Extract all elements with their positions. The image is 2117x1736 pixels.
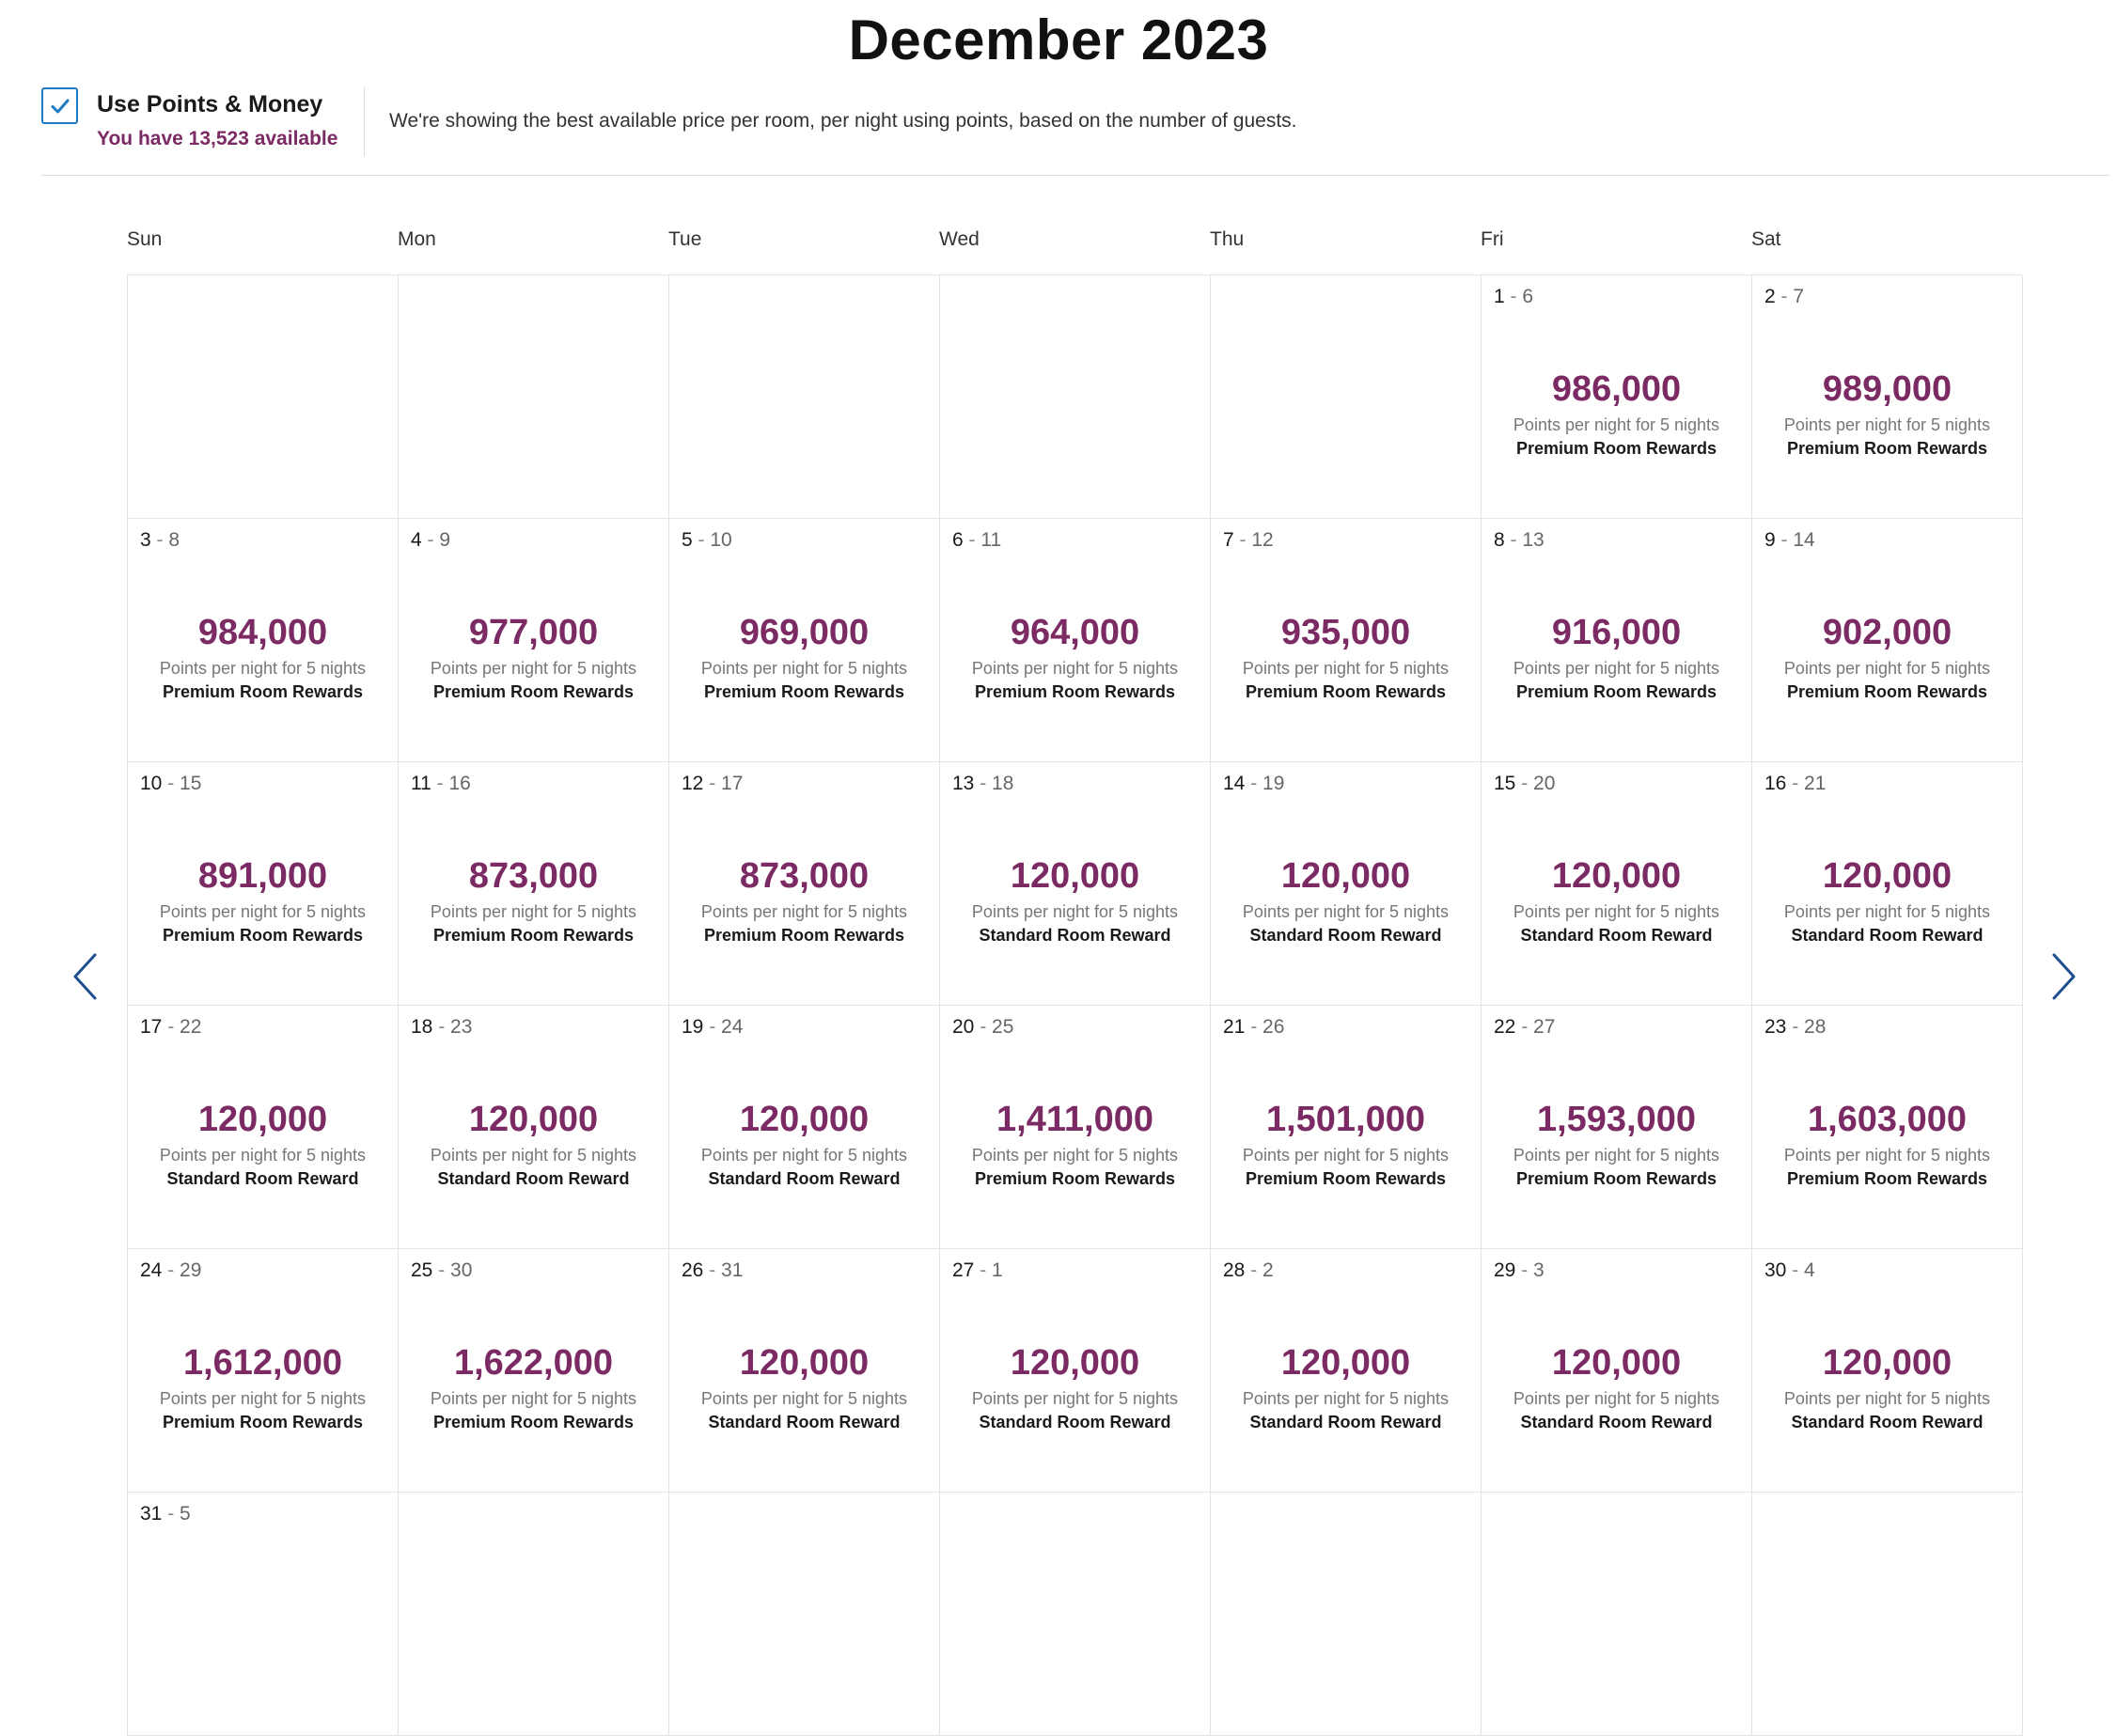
points-price: 935,000: [1280, 613, 1411, 652]
date-range: [952, 1016, 1013, 1039]
reward-type: Premium Room Rewards: [1786, 439, 1988, 458]
range-end-day: 30: [450, 1259, 473, 1281]
date-range: [411, 1259, 472, 1282]
points-caption: Points per night for 5 nights: [1513, 1146, 1720, 1165]
date-range: [140, 1503, 191, 1525]
points-caption: Points per night for 5 nights: [1242, 902, 1450, 921]
points-price: 1,593,000: [1536, 1100, 1697, 1139]
range-end-day: 7: [1793, 286, 1805, 307]
calendar-day-cell[interactable]: [1211, 1006, 1482, 1249]
date-range: [1494, 529, 1545, 552]
checkmark-icon: [48, 94, 72, 118]
range-end-day: 27: [1533, 1016, 1556, 1038]
points-caption: Points per night for 5 nights: [430, 1389, 637, 1408]
calendar-grid: [127, 274, 2022, 1736]
calendar-empty-cell: [1752, 1493, 2023, 1736]
reward-type: Premium Room Rewards: [432, 926, 635, 945]
range-start-day: 16: [1764, 773, 1787, 794]
chevron-right-icon: [2050, 952, 2078, 1001]
date-range: [411, 1016, 472, 1039]
range-end-day: 8: [168, 529, 180, 551]
calendar-day-cell[interactable]: [1752, 275, 2023, 519]
reward-type: Standard Room Reward: [979, 1413, 1171, 1431]
points-price: 120,000: [468, 1100, 599, 1139]
range-separator: -: [963, 529, 981, 551]
range-separator: -: [162, 1016, 180, 1038]
points-caption: Points per night for 5 nights: [1783, 902, 1991, 921]
date-range: [411, 773, 471, 795]
date-range: [952, 773, 1013, 795]
range-end-day: 14: [1793, 529, 1815, 551]
calendar-day-cell[interactable]: [128, 1249, 399, 1493]
points-price: 964,000: [1010, 613, 1140, 652]
range-separator: -: [1786, 1016, 1805, 1038]
calendar-empty-cell: [940, 1493, 1211, 1736]
reward-type: Premium Room Rewards: [432, 682, 635, 701]
reward-type: Premium Room Rewards: [1515, 1169, 1717, 1188]
date-range: [140, 529, 180, 552]
calendar-day-cell[interactable]: [1752, 762, 2023, 1006]
weekday-wed: Wed: [939, 228, 980, 250]
calendar-day-cell[interactable]: [399, 1249, 669, 1493]
reward-type: Premium Room Rewards: [1786, 682, 1988, 701]
range-end-day: 11: [980, 529, 1002, 551]
calendar-day-cell[interactable]: [399, 1006, 669, 1249]
points-price: 120,000: [1280, 856, 1411, 896]
range-end-day: 15: [180, 773, 202, 794]
range-start-day: 15: [1494, 773, 1516, 794]
range-end-day: 2: [1262, 1259, 1274, 1281]
range-start-day: 8: [1494, 529, 1505, 551]
range-end-day: 29: [180, 1259, 202, 1281]
points-caption: Points per night for 5 nights: [1783, 1389, 1991, 1408]
range-end-day: 19: [1262, 773, 1285, 794]
calendar-day-cell[interactable]: [940, 1249, 1211, 1493]
points-caption: Points per night for 5 nights: [430, 902, 637, 921]
reward-type: Standard Room Reward: [708, 1169, 901, 1188]
reward-type: Premium Room Rewards: [974, 682, 1176, 701]
range-end-day: 23: [450, 1016, 473, 1038]
range-separator: -: [974, 773, 993, 794]
points-caption: Points per night for 5 nights: [971, 1389, 1179, 1408]
calendar-day-cell[interactable]: [669, 519, 940, 762]
calendar-day-cell[interactable]: [1211, 762, 1482, 1006]
reward-type: Premium Room Rewards: [1515, 439, 1717, 458]
month-title: December 2023: [848, 8, 1269, 71]
points-price: 120,000: [739, 1100, 870, 1139]
range-start-day: 18: [411, 1016, 433, 1038]
reward-type: Standard Room Reward: [979, 926, 1171, 945]
date-range: [1223, 1016, 1284, 1039]
range-separator: -: [1515, 1016, 1534, 1038]
range-start-day: 24: [140, 1259, 163, 1281]
range-end-day: 18: [992, 773, 1014, 794]
range-start-day: 7: [1223, 529, 1234, 551]
range-end-day: 1: [992, 1259, 1003, 1281]
points-price: 120,000: [1010, 856, 1140, 896]
calendar-day-cell[interactable]: [669, 762, 940, 1006]
date-range: [1494, 1259, 1545, 1282]
range-separator: -: [692, 529, 711, 551]
points-caption: Points per night for 5 nights: [1513, 902, 1720, 921]
range-end-day: 24: [721, 1016, 744, 1038]
range-separator: -: [703, 1016, 722, 1038]
points-caption: Points per night for 5 nights: [971, 659, 1179, 678]
date-range: [682, 1259, 743, 1282]
points-price: 1,501,000: [1265, 1100, 1426, 1139]
points-caption: Points per night for 5 nights: [159, 1389, 367, 1408]
points-caption: Points per night for 5 nights: [1242, 1389, 1450, 1408]
points-price: 984,000: [197, 613, 328, 652]
range-separator: -: [1245, 773, 1263, 794]
range-start-day: 10: [140, 773, 163, 794]
weekday-sun: Sun: [127, 228, 163, 250]
calendar-day-cell[interactable]: [1752, 519, 2023, 762]
range-start-day: 4: [411, 529, 422, 551]
use-points-money-checkbox[interactable]: [41, 87, 78, 124]
points-price: 120,000: [1822, 1343, 1952, 1383]
range-end-day: 22: [180, 1016, 202, 1038]
calendar-empty-cell: [399, 275, 669, 519]
reward-type: Premium Room Rewards: [1245, 682, 1447, 701]
points-caption: Points per night for 5 nights: [159, 1146, 367, 1165]
points-caption: Points per night for 5 nights: [700, 902, 908, 921]
range-start-day: 2: [1764, 286, 1776, 307]
date-range: [952, 529, 1001, 552]
points-price: 891,000: [197, 856, 328, 896]
range-end-day: 3: [1533, 1259, 1545, 1281]
range-separator: -: [1515, 1259, 1534, 1281]
date-range: [140, 1259, 201, 1282]
range-separator: -: [1504, 529, 1523, 551]
calendar-empty-cell: [128, 275, 399, 519]
range-end-day: 13: [1522, 529, 1545, 551]
date-range: [411, 529, 450, 552]
date-range: [1494, 286, 1533, 308]
weekday-thu: Thu: [1210, 228, 1245, 250]
range-separator: -: [1775, 529, 1794, 551]
reward-type: Premium Room Rewards: [703, 926, 905, 945]
points-price: 916,000: [1551, 613, 1682, 652]
reward-type: Premium Room Rewards: [432, 1413, 635, 1431]
range-start-day: 1: [1494, 286, 1505, 307]
range-start-day: 14: [1223, 773, 1246, 794]
points-price: 1,622,000: [453, 1343, 614, 1383]
calendar-day-cell[interactable]: [128, 1493, 399, 1736]
points-caption: Points per night for 5 nights: [430, 659, 637, 678]
calendar-day-cell[interactable]: [1482, 1006, 1752, 1249]
calendar-day-cell[interactable]: [1482, 1249, 1752, 1493]
range-start-day: 13: [952, 773, 975, 794]
points-caption: Points per night for 5 nights: [700, 659, 908, 678]
range-separator: -: [1504, 286, 1523, 307]
calendar-day-cell[interactable]: [1482, 519, 1752, 762]
date-range: [1764, 1016, 1826, 1039]
reward-type: Standard Room Reward: [1791, 926, 1984, 945]
date-range: [952, 1259, 1003, 1282]
points-price: 120,000: [1822, 856, 1952, 896]
weekday-tue: Tue: [668, 228, 702, 250]
reward-type: Premium Room Rewards: [162, 926, 364, 945]
date-range: [1223, 1259, 1274, 1282]
points-caption: Points per night for 5 nights: [1513, 415, 1720, 434]
points-caption: Points per night for 5 nights: [159, 659, 367, 678]
points-caption: Points per night for 5 nights: [1783, 1146, 1991, 1165]
range-separator: -: [1515, 773, 1534, 794]
reward-type: Standard Room Reward: [1791, 1413, 1984, 1431]
points-price: 120,000: [739, 1343, 870, 1383]
range-end-day: 28: [1804, 1016, 1827, 1038]
points-price: 969,000: [739, 613, 870, 652]
calendar-day-cell[interactable]: [1752, 1249, 2023, 1493]
reward-type: Standard Room Reward: [437, 1169, 630, 1188]
reward-type: Standard Room Reward: [1520, 1413, 1713, 1431]
range-start-day: 23: [1764, 1016, 1787, 1038]
calendar-day-cell[interactable]: [1482, 275, 1752, 519]
range-end-day: 10: [710, 529, 732, 551]
chevron-left-icon: [71, 952, 99, 1001]
points-caption: Points per night for 5 nights: [430, 1146, 637, 1165]
weekday-mon: Mon: [398, 228, 436, 250]
calendar-day-cell[interactable]: [399, 762, 669, 1006]
range-end-day: 9: [439, 529, 451, 551]
range-end-day: 4: [1804, 1259, 1815, 1281]
range-start-day: 5: [682, 529, 693, 551]
range-start-day: 22: [1494, 1016, 1516, 1038]
calendar-day-cell[interactable]: [1482, 762, 1752, 1006]
date-range: [1764, 529, 1815, 552]
range-separator: -: [432, 1259, 451, 1281]
header-divider: [364, 87, 365, 156]
range-separator: -: [162, 773, 180, 794]
pricing-info-text: We're showing the best available price per room, per night using points, based on the number of guests.: [389, 110, 1297, 132]
calendar-day-cell[interactable]: [940, 519, 1211, 762]
range-start-day: 17: [140, 1016, 163, 1038]
range-start-day: 25: [411, 1259, 433, 1281]
calendar-day-cell[interactable]: [940, 1006, 1211, 1249]
weekday-sat: Sat: [1751, 228, 1781, 250]
calendar-empty-cell: [669, 1493, 940, 1736]
range-end-day: 25: [992, 1016, 1014, 1038]
points-price: 989,000: [1822, 369, 1952, 409]
weekday-header-row: [127, 228, 2022, 257]
calendar-empty-cell: [669, 275, 940, 519]
range-start-day: 11: [411, 773, 431, 794]
range-start-day: 31: [140, 1503, 163, 1525]
date-range: [1764, 286, 1804, 308]
range-separator: -: [974, 1259, 993, 1281]
points-caption: Points per night for 5 nights: [700, 1146, 908, 1165]
range-separator: -: [162, 1503, 180, 1525]
range-separator: -: [1786, 1259, 1805, 1281]
points-price: 902,000: [1822, 613, 1952, 652]
date-range: [1494, 1016, 1555, 1039]
date-range: [1223, 773, 1284, 795]
previous-month-button[interactable]: [66, 948, 103, 1005]
points-price: 1,603,000: [1807, 1100, 1968, 1139]
reward-type: Standard Room Reward: [1249, 926, 1442, 945]
date-range: [1764, 1259, 1815, 1282]
range-separator: -: [431, 773, 449, 794]
date-range: [682, 529, 732, 552]
reward-type: Premium Room Rewards: [974, 1169, 1176, 1188]
points-caption: Points per night for 5 nights: [159, 902, 367, 921]
points-price: 873,000: [468, 856, 599, 896]
calendar-day-cell[interactable]: [128, 1006, 399, 1249]
points-caption: Points per night for 5 nights: [1242, 1146, 1450, 1165]
range-start-day: 3: [140, 529, 151, 551]
points-price: 1,612,000: [182, 1343, 343, 1383]
range-separator: -: [703, 1259, 722, 1281]
points-caption: Points per night for 5 nights: [971, 1146, 1179, 1165]
calendar-empty-cell: [1482, 1493, 1752, 1736]
reward-type: Premium Room Rewards: [162, 682, 364, 701]
points-caption: Points per night for 5 nights: [1783, 659, 1991, 678]
range-separator: -: [1775, 286, 1794, 307]
points-price: 977,000: [468, 613, 599, 652]
range-start-day: 28: [1223, 1259, 1246, 1281]
date-range: [1494, 773, 1555, 795]
range-end-day: 5: [180, 1503, 191, 1525]
range-start-day: 6: [952, 529, 964, 551]
range-end-day: 21: [1804, 773, 1827, 794]
reward-type: Premium Room Rewards: [1786, 1169, 1988, 1188]
reward-type: Standard Room Reward: [708, 1413, 901, 1431]
reward-type: Standard Room Reward: [166, 1169, 359, 1188]
range-separator: -: [974, 1016, 993, 1038]
range-end-day: 20: [1533, 773, 1556, 794]
range-start-day: 26: [682, 1259, 704, 1281]
use-points-money-label[interactable]: Use Points & Money: [97, 91, 323, 117]
date-range: [682, 773, 743, 795]
points-caption: Points per night for 5 nights: [1242, 659, 1450, 678]
calendar-empty-cell: [1211, 1493, 1482, 1736]
reward-type: Premium Room Rewards: [1245, 1169, 1447, 1188]
points-price: 873,000: [739, 856, 870, 896]
range-separator: -: [432, 1016, 451, 1038]
range-end-day: 12: [1251, 529, 1274, 551]
header-rule: [41, 175, 2109, 176]
points-available-text: You have 13,523 available: [97, 128, 338, 149]
range-start-day: 12: [682, 773, 704, 794]
range-separator: -: [162, 1259, 180, 1281]
calendar-day-cell[interactable]: [1211, 519, 1482, 762]
points-caption: Points per night for 5 nights: [971, 902, 1179, 921]
points-caption: Points per night for 5 nights: [1513, 1389, 1720, 1408]
calendar-empty-cell: [1211, 275, 1482, 519]
calendar-day-cell[interactable]: [399, 519, 669, 762]
range-start-day: 30: [1764, 1259, 1787, 1281]
range-start-day: 19: [682, 1016, 704, 1038]
reward-type: Standard Room Reward: [1520, 926, 1713, 945]
points-price: 120,000: [197, 1100, 328, 1139]
points-caption: Points per night for 5 nights: [1783, 415, 1991, 434]
range-separator: -: [150, 529, 169, 551]
range-start-day: 20: [952, 1016, 975, 1038]
range-end-day: 31: [721, 1259, 744, 1281]
points-price: 120,000: [1010, 1343, 1140, 1383]
range-separator: -: [1233, 529, 1252, 551]
calendar-empty-cell: [399, 1493, 669, 1736]
calendar-day-cell[interactable]: [669, 1249, 940, 1493]
date-range: [140, 773, 201, 795]
range-end-day: 6: [1522, 286, 1534, 307]
range-end-day: 16: [448, 773, 471, 794]
date-range: [1223, 529, 1274, 552]
calendar-empty-cell: [940, 275, 1211, 519]
calendar-day-cell[interactable]: [128, 519, 399, 762]
date-range: [1764, 773, 1826, 795]
calendar-day-cell[interactable]: [940, 762, 1211, 1006]
range-end-day: 26: [1262, 1016, 1285, 1038]
range-start-day: 29: [1494, 1259, 1516, 1281]
range-separator: -: [421, 529, 440, 551]
range-separator: -: [1245, 1259, 1263, 1281]
date-range: [140, 1016, 201, 1039]
reward-type: Standard Room Reward: [1249, 1413, 1442, 1431]
range-end-day: 17: [721, 773, 744, 794]
points-price: 1,411,000: [996, 1100, 1153, 1139]
points-price: 120,000: [1551, 856, 1682, 896]
calendar-day-cell[interactable]: [669, 1006, 940, 1249]
calendar-day-cell[interactable]: [1752, 1006, 2023, 1249]
points-caption: Points per night for 5 nights: [700, 1389, 908, 1408]
range-start-day: 9: [1764, 529, 1776, 551]
date-range: [682, 1016, 743, 1039]
points-price: 120,000: [1551, 1343, 1682, 1383]
points-caption: Points per night for 5 nights: [1513, 659, 1720, 678]
points-price: 120,000: [1280, 1343, 1411, 1383]
calendar-day-cell[interactable]: [128, 762, 399, 1006]
range-start-day: 27: [952, 1259, 975, 1281]
weekday-fri: Fri: [1481, 228, 1504, 250]
next-month-button[interactable]: [2046, 948, 2083, 1005]
range-separator: -: [703, 773, 722, 794]
range-separator: -: [1786, 773, 1805, 794]
reward-type: Premium Room Rewards: [162, 1413, 364, 1431]
range-start-day: 21: [1223, 1016, 1246, 1038]
reward-type: Premium Room Rewards: [703, 682, 905, 701]
range-separator: -: [1245, 1016, 1263, 1038]
reward-type: Premium Room Rewards: [1515, 682, 1717, 701]
calendar-day-cell[interactable]: [1211, 1249, 1482, 1493]
points-price: 986,000: [1551, 369, 1682, 409]
